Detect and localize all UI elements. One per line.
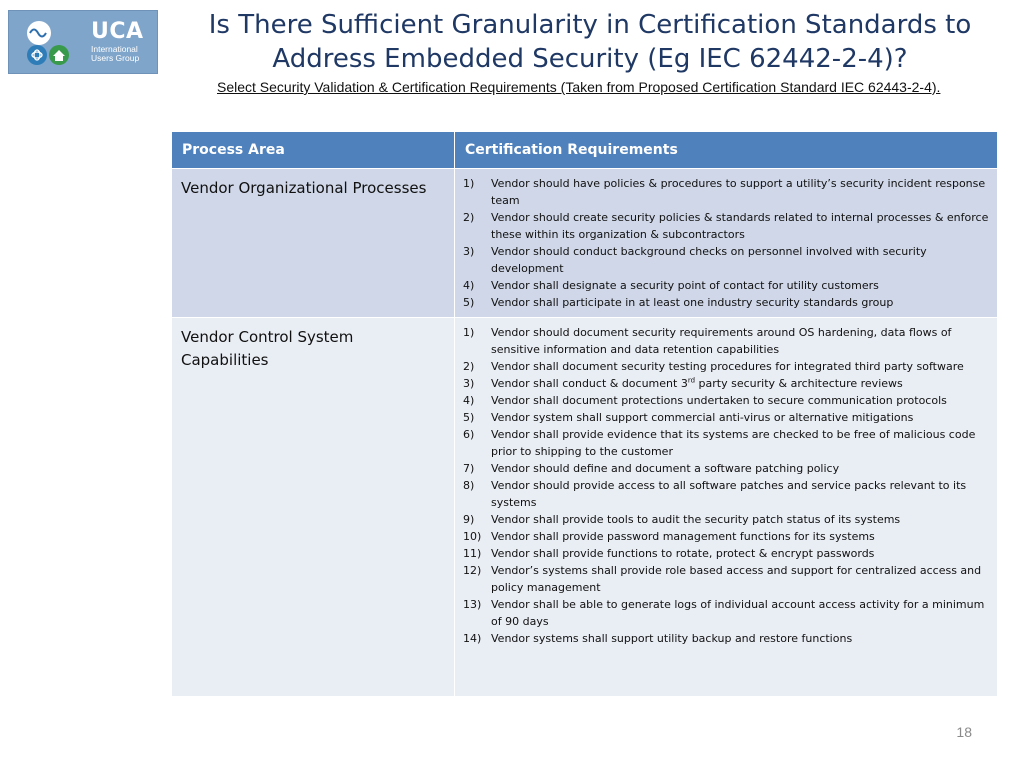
- list-item-text: Vendor shall provide functions to rotate, protect & encrypt passwords: [491, 547, 875, 560]
- page-number: 18: [956, 724, 972, 740]
- list-item-text: Vendor should provide access to all software patches and service packs relevant to its systems: [491, 479, 967, 509]
- requirements-table-container: [171, 131, 997, 697]
- list-item: [463, 324, 989, 358]
- list-item-text: Vendor should define and document a software patching policy: [491, 462, 840, 475]
- list-item: [463, 460, 989, 477]
- list-item-text: Vendor system shall support commercial anti-virus or alternative mitigations: [491, 411, 914, 424]
- list-item-text: Vendor shall participate in at least one industry security standards group: [491, 296, 894, 309]
- list-item-number: 3): [463, 377, 475, 390]
- list-item-text: Vendor should have policies & procedures to support a utility’s security incident response team: [491, 177, 986, 207]
- list-item-number: 3): [463, 245, 475, 258]
- logo-subtitle-line-2: Users Group: [91, 53, 140, 63]
- list-item-number: 2): [463, 211, 475, 224]
- header-certification-requirements: Certification Requirements: [455, 132, 998, 169]
- list-item-number: 4): [463, 394, 475, 407]
- list-item-text: Vendor shall document protections undertaken to secure communication protocols: [491, 394, 947, 407]
- list-item-text: Vendor should document security requirements around OS hardening, data flows of sensitive information and data retention capabilities: [491, 326, 952, 356]
- page-title: Is There Sufficient Granularity in Certification Standards to Address Embedded Security (Eg IEC 62442-2-4)?: [208, 10, 972, 74]
- list-item: [463, 596, 989, 630]
- process-area-cell: Vendor Control System Capabilities: [172, 318, 455, 697]
- list-item: [463, 375, 989, 392]
- list-item: [463, 277, 989, 294]
- list-item-number: 6): [463, 428, 475, 441]
- list-item-text-before: Vendor shall conduct & document 3: [491, 377, 688, 390]
- list-item-number: 9): [463, 513, 475, 526]
- list-item: [463, 477, 989, 511]
- requirements-cell: [455, 169, 998, 318]
- header-process-area: Process Area: [172, 132, 455, 169]
- list-item-superscript: rd: [687, 376, 696, 385]
- list-item-number: 2): [463, 360, 475, 373]
- list-item-text: Vendor shall provide password management functions for its systems: [491, 530, 875, 543]
- table-row: [172, 169, 998, 318]
- list-item-text: Vendor systems shall support utility backup and restore functions: [491, 632, 853, 645]
- list-item: [463, 545, 989, 562]
- list-item-number: 5): [463, 296, 475, 309]
- requirements-list: [463, 175, 989, 311]
- atom-circle-icon: [27, 45, 47, 65]
- list-item: [463, 562, 989, 596]
- requirements-list: [463, 324, 989, 647]
- page-subtitle: Select Security Validation & Certification Requirements (Taken from Proposed Certification Standard IEC 62443-2-4).: [217, 79, 941, 95]
- list-item: [463, 426, 989, 460]
- list-item-number: 13): [463, 598, 482, 611]
- requirements-cell: [455, 318, 998, 697]
- list-item-number: 11): [463, 547, 482, 560]
- list-item-text: Vendor’s systems shall provide role based access and support for centralized access and policy management: [491, 564, 982, 594]
- list-item-text: Vendor shall document security testing procedures for integrated third party software: [491, 360, 964, 373]
- requirements-table: [171, 131, 998, 697]
- list-item-number: 10): [463, 530, 482, 543]
- list-item-text: Vendor should conduct background checks on personnel involved with security development: [491, 245, 927, 275]
- list-item: [463, 409, 989, 426]
- list-item-text: Vendor shall provide tools to audit the security patch status of its systems: [491, 513, 901, 526]
- list-item-text: Vendor should create security policies & standards related to internal processes & enforce these within its organization & subcontractors: [491, 211, 989, 241]
- list-item: [463, 630, 989, 647]
- uca-logo: [8, 10, 158, 74]
- list-item-number: 14): [463, 632, 482, 645]
- list-item: [463, 209, 989, 243]
- list-item-text-after: party security & architecture reviews: [695, 377, 903, 390]
- list-item-number: 5): [463, 411, 475, 424]
- list-item-number: 1): [463, 326, 475, 339]
- list-item: [463, 358, 989, 375]
- list-item: [463, 243, 989, 277]
- logo-subtitle: [91, 45, 139, 63]
- list-item: [463, 511, 989, 528]
- logo-wordmark: UCA: [91, 19, 144, 44]
- list-item: [463, 294, 989, 311]
- list-item-text: Vendor shall designate a security point of contact for utility customers: [491, 279, 879, 292]
- list-item: [463, 528, 989, 545]
- list-item-text: Vendor shall be able to generate logs of individual account access activity for a minimum of 90 days: [491, 598, 985, 628]
- logo-subtitle-line-1: International: [91, 44, 138, 54]
- list-item-number: 12): [463, 564, 482, 577]
- list-item-number: 1): [463, 177, 475, 190]
- table-row: [172, 318, 998, 697]
- list-item-text: Vendor shall provide evidence that its systems are checked to be free of malicious code prior to shipping to the customer: [491, 428, 976, 458]
- list-item-number: 4): [463, 279, 475, 292]
- list-item: [463, 175, 989, 209]
- process-area-cell: Vendor Organizational Processes: [172, 169, 455, 318]
- table-header-row: [172, 132, 998, 169]
- list-item-number: 7): [463, 462, 475, 475]
- list-item-number: 8): [463, 479, 475, 492]
- list-item: [463, 392, 989, 409]
